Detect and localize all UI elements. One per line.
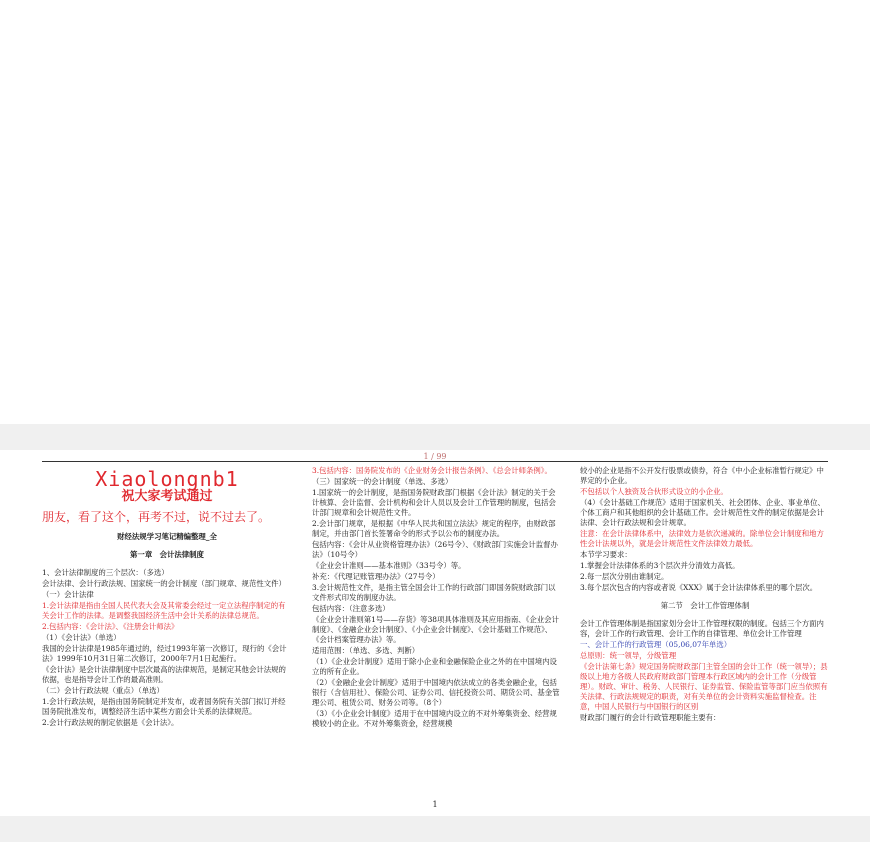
column-1 [42,466,292,729]
paragraph: （三）国家统一的会计制度（单选、多选） [312,477,453,486]
paragraph: （二）会计行政法规（重点）（单选） [42,686,164,695]
paragraph: 《企业会计准则——基本准则》（33号令）等。 [312,561,466,570]
paragraph: 2.会计行政法规的制定依据是《会计法》。 [42,718,179,727]
paragraph: 《会计法》是会计法律制度中层次最高的法律规范，是制定其他会计法规的依据，也是指导会计工作的最高准则。 [42,665,286,684]
paragraph: 3.会计规范性文件，是指主管全国会计工作的行政部门即国务院财政部门以文件形式印发的制度办法。 [312,583,556,602]
paragraph: 《企业会计准则第1号——存货》等38项具体准则及其应用指南、《企业会计制度》、《金融企业会计制度》、《小企业会计制度》、《会计基础工作规范》、《会计档案管理办法》等。 [312,615,559,644]
document-subtitle: 财经法规学习笔记精编整理_全 [117,532,217,541]
paragraph: 适用范围：（单选、多选、判断） [312,646,420,655]
paragraph: 补充：《代理记账管理办法》（27号令） [312,572,440,581]
paragraph: 不包括以个人独资及合伙形式设立的小企业。 [580,487,728,496]
wish-heading: 祝大家考试通过 [121,489,213,504]
page-number: 1 [432,800,438,809]
paragraph: 我国的会计法律是1985年通过的，经过1993年第一次修订，现行的《会计法》1999年10月31日第二次修订，2000年7月1日起施行。 [42,644,287,663]
header-rule [42,461,828,462]
viewer-gap-top [0,424,870,450]
column-1-body [42,568,292,728]
paragraph: 3.包括内容：国务院发布的《企业财务会计报告条例》、《总会计师条例》。 [312,466,552,475]
column-3-body [580,466,830,593]
column-2-body [312,466,560,729]
paragraph: 包括内容：（注意多选） [312,604,390,613]
paragraph: 注意：在会计法律体系中，法律效力是依次递减的。除单位会计制度和地方性会计法规以外，就是会计规范性文件法律效力最低。 [580,529,824,548]
paragraph: 会计法律、会计行政法规、国家统一的会计制度（部门规章、规范性文件） [42,579,286,588]
paragraph: （2）《金融企业会计制度》适用于中国境内依法成立的各类金融企业，包括银行（含信用社）、保险公司、证券公司、信托投资公司、期货公司、基金管理公司、租赁公司、财务公司等。（8个） [312,678,560,707]
chapter-heading: 第一章 会计法律制度 [130,550,204,559]
paragraph: 总原则：统一领导，分级管理 [580,651,677,660]
paragraph: 一、会计工作的行政管理（05,06,07年单选） [580,640,732,649]
column-3-body-2 [580,619,830,723]
paragraph: 包括内容：《会计从业资格管理办法》（26号令）、《财政部门实施会计监督办法》（10号令） [312,540,558,559]
paragraph: 2.每一层次分别由谁制定。 [580,572,669,581]
paragraph: （一）会计法律 [42,590,94,599]
paragraph: 2.包括内容：《会计法》、《注册会计师法》 [42,622,179,631]
paragraph: 会计工作管理体制是指国家划分会计工作管理权限的制度。包括三个方面内容，会计工作的行政管理、会计工作的自律管理、单位会计工作管理 [580,619,824,638]
paragraph: 1.掌握会计法律体系的3个层次并分清效力高低。 [580,561,740,570]
viewer-gap-bottom [0,816,870,842]
paragraph: 2.会计部门规章，是根据《中华人民共和国立法法》规定的程序，由财政部制定，并由部门首长签署命令的形式予以公布的制度办法。 [312,519,556,538]
slogan: 朋友，看了这个，再考不过，说不过去了。 [42,510,271,524]
paragraph: （1）《会计法》（单选） [42,633,121,642]
brand-title: Xiaolongnb1 [95,467,239,491]
paragraph: 财政部门履行的会计行政管理职能主要有： [580,713,721,722]
section-heading: 第二节 会计工作管理体制 [660,601,750,610]
column-2 [312,466,560,730]
column-3 [580,466,830,724]
paragraph: 《会计法第七条》规定国务院财政部门主管全国的会计工作（统一领导）；县级以上地方各级人民政府财政部门管理本行政区域内的会计工作（分级管理）。财政、审计、税务、人民银行、证券监管、保险监管等部门应当依照有关法律、行政法规规定的职责，对有关单位的会计资料实施监督检查。注意，中国人民银行与中国银行的区别 [580,662,828,711]
paragraph: （1）《企业会计制度》适用于除小企业和金融保险企业之外的在中国境内设立的所有企业。 [312,657,557,676]
paragraph: 1.国家统一的会计制度，是指国务院财政部门根据《会计法》制定的关于会计核算、会计监督、会计机构和会计人员以及会计工作管理的制度，包括会计部门规章和会计规范性文件。 [312,488,556,517]
paragraph: 1.会计行政法规，是指由国务院制定并发布，或者国务院有关部门拟订并经国务院批准发布，调整经济生活中某些方面会计关系的法律规范。 [42,697,286,716]
paragraph: 本节学习要求： [580,550,632,559]
page-indicator: 1 / 99 [423,452,447,461]
paragraph: 较小的企业是指不公开发行股票或债券，符合《中小企业标准暂行规定》中界定的小企业。 [580,466,824,485]
paragraph: 1.会计法律是指由全国人民代表大会及其常委会经过一定立法程序制定的有关会计工作的法律。是调整我国经济生活中会计关系的法律总规范。 [42,601,286,620]
paragraph: （4）《会计基础工作规范》适用于国家机关、社会团体、企业、事业单位、个体工商户和其他组织的会计基础工作。会计规范性文件的制定依据是会计法律、会计行政法规和会计规章。 [580,498,825,527]
paragraph: （3）《小企业会计制度》适用于在中国境内设立的不对外筹集资金、经营规模较小的企业。不对外筹集资金，经营规模 [312,709,557,728]
paragraph: 3.每个层次包含的内容或者说《XXX》属于会计法律体系里的哪个层次。 [580,583,818,592]
paragraph: 1、会计法律制度的三个层次：（多选） [42,568,169,577]
